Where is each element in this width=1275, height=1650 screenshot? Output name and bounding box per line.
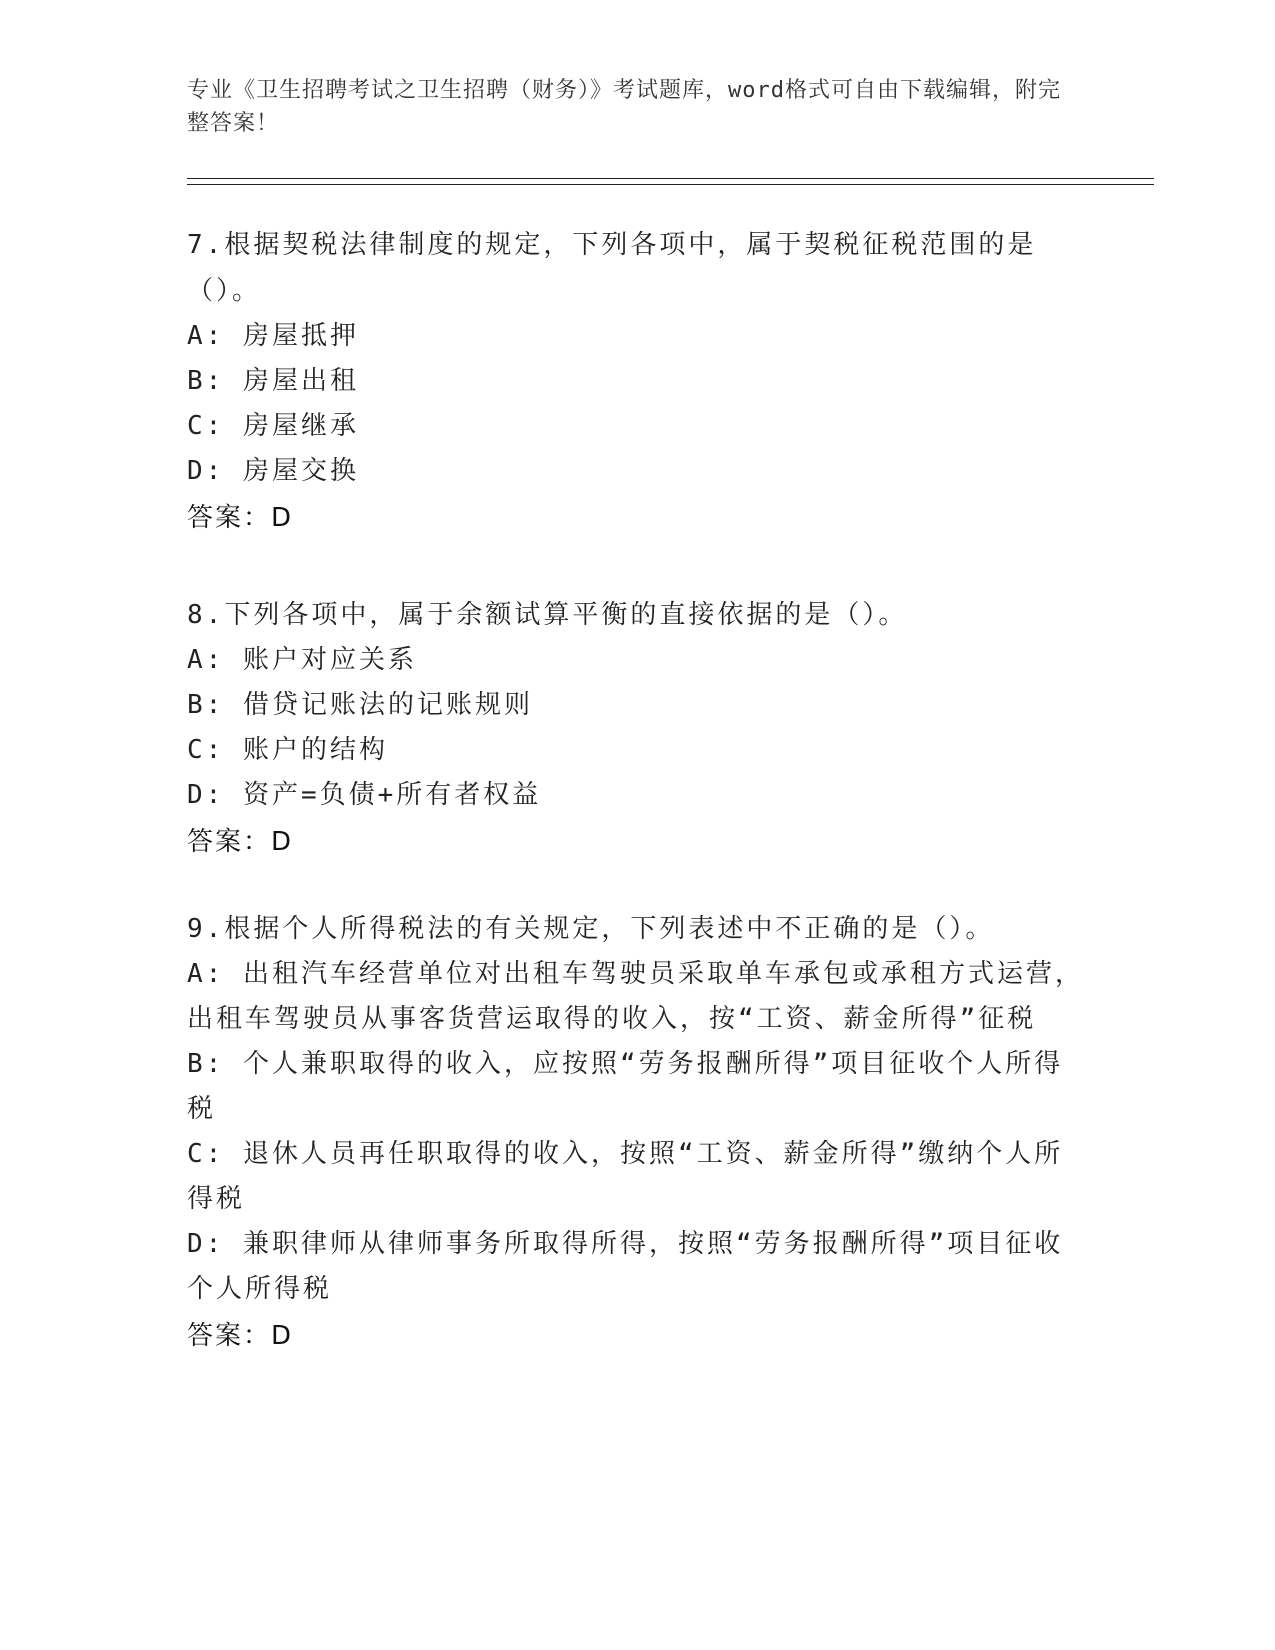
option-letter: D: xyxy=(187,1229,225,1259)
double-rule-divider xyxy=(187,178,1154,185)
answer-label: 答案： xyxy=(187,503,272,533)
option-d xyxy=(187,773,1087,818)
option-c xyxy=(187,404,1087,449)
option-letter: B: xyxy=(187,366,225,396)
answer-value: D xyxy=(271,1321,294,1351)
answer-value: D xyxy=(271,827,294,857)
option-a xyxy=(187,952,1087,1042)
answer-label: 答案： xyxy=(187,1321,272,1351)
option-text: 房屋交换 xyxy=(242,456,359,486)
option-text: 兼职律师从律师事务所取得所得，按照“劳务报酬所得”项目征收个人所得税 xyxy=(187,1229,1064,1304)
header-note: 专业《卫生招聘考试之卫生招聘（财务）》考试题库，word格式可自由下载编辑，附完整答案！ xyxy=(187,78,1061,136)
option-text: 出租汽车经营单位对出租车驾驶员采取单车承包或承租方式运营，出租车驾驶员从事客货营运取得的收入，按“工资、薪金所得”征税 xyxy=(187,959,1084,1034)
option-text: 房屋出租 xyxy=(242,366,359,396)
option-letter: C: xyxy=(187,1139,225,1169)
option-c xyxy=(187,1132,1087,1222)
option-a xyxy=(187,638,1087,683)
option-letter: A: xyxy=(187,321,225,351)
option-text: 资产=负债+所有者权益 xyxy=(242,780,542,810)
question-text: 根据契税法律制度的规定，下列各项中，属于契税征税范围的是（）。 xyxy=(187,230,1037,306)
answer-line xyxy=(187,1312,1087,1360)
option-letter: C: xyxy=(187,411,225,441)
answer-line xyxy=(187,494,1087,542)
option-text: 借贷记账法的记账规则 xyxy=(242,690,533,720)
option-d xyxy=(187,1222,1087,1312)
answer-line xyxy=(187,818,1087,866)
question-text: 根据个人所得税法的有关规定，下列表述中不正确的是（）。 xyxy=(224,914,995,944)
option-letter: C: xyxy=(187,735,225,765)
option-d xyxy=(187,449,1087,494)
option-letter: A: xyxy=(187,645,225,675)
question-stem xyxy=(187,222,1087,314)
option-letter: A: xyxy=(187,959,225,989)
question-7 xyxy=(187,222,1087,542)
question-stem xyxy=(187,592,1087,638)
option-text: 房屋继承 xyxy=(242,411,359,441)
option-text: 账户对应关系 xyxy=(242,645,417,675)
question-number: 8. xyxy=(187,600,225,630)
option-letter: D: xyxy=(187,456,225,486)
question-text: 下列各项中，属于余额试算平衡的直接依据的是（）。 xyxy=(224,600,908,630)
option-letter: D: xyxy=(187,780,225,810)
question-8 xyxy=(187,592,1087,866)
option-text: 个人兼职取得的收入，应按照“劳务报酬所得”项目征收个人所得税 xyxy=(187,1049,1064,1124)
question-number: 9. xyxy=(187,914,225,944)
option-text: 退休人员再任职取得的收入，按照“工资、薪金所得”缴纳个人所得税 xyxy=(187,1139,1064,1214)
option-a xyxy=(187,314,1087,359)
answer-value: D xyxy=(271,503,294,533)
option-b xyxy=(187,683,1087,728)
option-b xyxy=(187,359,1087,404)
option-letter: B: xyxy=(187,1049,225,1079)
option-letter: B: xyxy=(187,690,225,720)
question-9 xyxy=(187,906,1087,1360)
answer-label: 答案： xyxy=(187,827,272,857)
option-text: 账户的结构 xyxy=(242,735,388,765)
question-number: 7. xyxy=(187,230,225,260)
option-c xyxy=(187,728,1087,773)
option-b xyxy=(187,1042,1087,1132)
option-text: 房屋抵押 xyxy=(242,321,359,351)
question-stem xyxy=(187,906,1087,952)
